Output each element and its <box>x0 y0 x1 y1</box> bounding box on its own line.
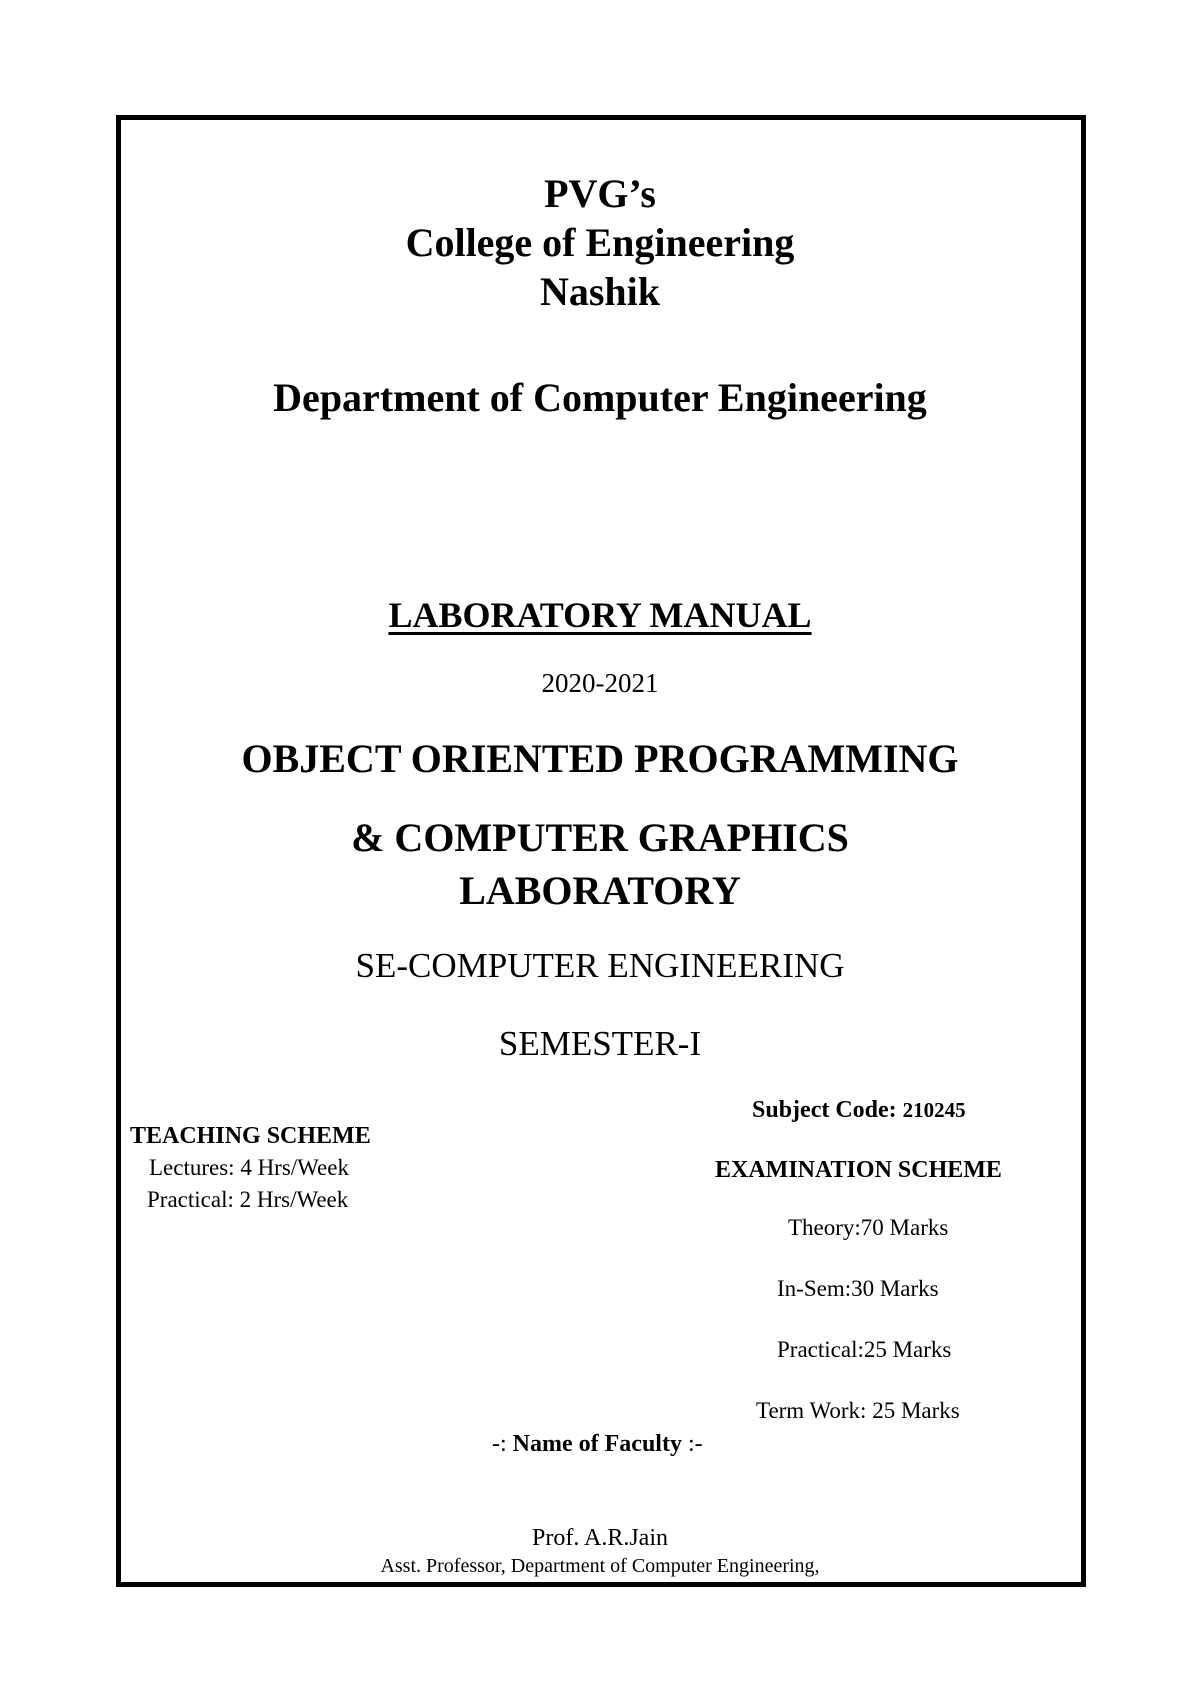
subject-title-line1: OBJECT ORIENTED PROGRAMMING <box>241 736 959 781</box>
semester: SEMESTER-I <box>498 1024 702 1063</box>
subject-title-line3: LABORATORY <box>459 868 741 913</box>
exam-insem-marks: In-Sem:30 Marks <box>777 1276 939 1301</box>
institution-name-line1: PVG’s <box>544 171 656 216</box>
teaching-scheme-practical: Practical: 2 Hrs/Week <box>147 1187 349 1212</box>
teaching-scheme-lectures: Lectures: 4 Hrs/Week <box>149 1155 349 1180</box>
faculty-heading-suffix: :- <box>687 1431 703 1457</box>
subject-code <box>752 1097 966 1124</box>
examination-scheme-title: EXAMINATION SCHEME <box>715 1157 1002 1183</box>
faculty-heading-prefix: -: <box>492 1431 507 1457</box>
faculty-heading <box>492 1431 703 1458</box>
manual-title: LABORATORY MANUAL <box>388 595 812 635</box>
class-name: SE-COMPUTER ENGINEERING <box>355 946 845 985</box>
exam-termwork-marks: Term Work: 25 Marks <box>756 1398 960 1423</box>
exam-theory-marks: Theory:70 Marks <box>788 1215 949 1240</box>
institution-name-line3: Nashik <box>539 269 661 314</box>
faculty-designation: Asst. Professor, Department of Computer Engineering, <box>380 1555 820 1577</box>
subject-title-line2: & COMPUTER GRAPHICS <box>351 815 849 860</box>
subject-code-label: Subject Code: <box>752 1097 897 1123</box>
institution-name-line2: College of Engineering <box>405 220 795 265</box>
academic-year: 2020-2021 <box>541 668 659 698</box>
subject-code-value: 210245 <box>902 1098 966 1122</box>
faculty-heading-label: Name of Faculty <box>512 1431 682 1457</box>
department-name: Department of Computer Engineering <box>273 375 927 420</box>
teaching-scheme-title: TEACHING SCHEME <box>130 1123 371 1149</box>
faculty-name: Prof. A.R.Jain <box>531 1525 668 1551</box>
exam-practical-marks: Practical:25 Marks <box>777 1337 952 1362</box>
